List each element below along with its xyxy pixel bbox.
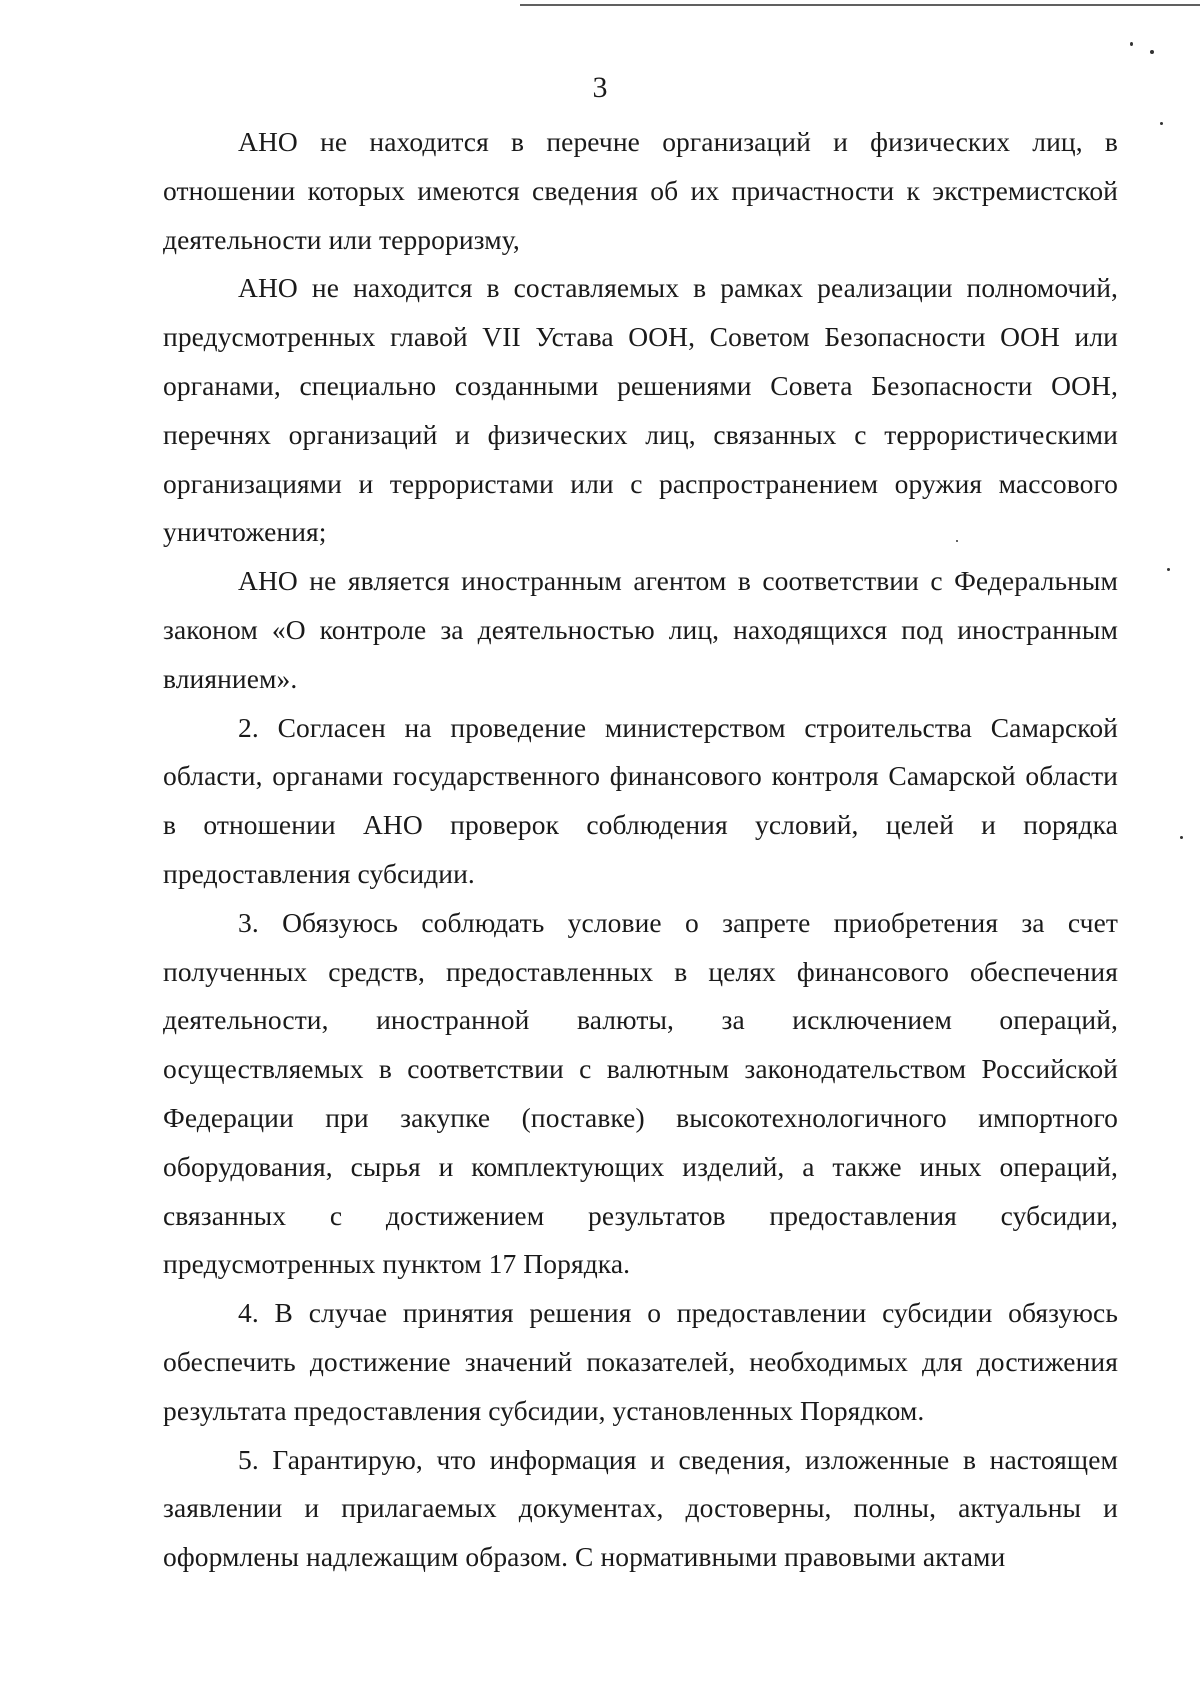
scan-speck bbox=[1167, 568, 1170, 571]
scan-speck bbox=[1130, 42, 1133, 46]
paragraph-3-currency-ban: 3. Обязуюсь соблюдать условие о запрете приобретения за счет полученных средств, предоставленных в целях финансового обеспечения деятельности, иностранной валюты, за исключением операций, осуществляемых в соответствии с валютным законодательством Российской Федерации при закупке (поставке) высокотехнологичного импортного оборудования, сырья и комплектующих изделий, а также иных операций, связанных с достижением результатов предоставления субсидии, предусмотренных пунктом 17 Порядка. bbox=[163, 906, 1118, 1280]
paragraph-2-inspections: 2. Согласен на проведение министерством строительства Самарской области, органами государственного финансового контроля Самарской области в отношении АНО проверок соблюдения условий, целей и порядка предоставления субсидии. bbox=[163, 711, 1118, 889]
page-number: 3 bbox=[592, 71, 608, 104]
scan-speck bbox=[1150, 50, 1154, 54]
document-body bbox=[163, 118, 1118, 1582]
paragraph-ano-un-lists: АНО не находится в составляемых в рамках реализации полномочий, предусмотренных главой VII Устава ООН, Советом Безопасности ООН или органами, специально созданными решениями Совета Безопасности ООН, перечнях организаций и физических лиц, связанных с террористическими организациями и террористами или с распространением оружия массового уничтожения; bbox=[163, 272, 1118, 548]
paragraph-ano-extremism: АНО не находится в перечне организаций и физических лиц, в отношении которых имеются сведения об их причастности к экстремистской деятельности или терроризму, bbox=[163, 126, 1118, 255]
scan-speck bbox=[956, 540, 958, 542]
paragraph-5-guarantee: 5. Гарантирую, что информация и сведения, изложенные в настоящем заявлении и прилагаемых документах, достоверны, полны, актуальны и оформлены надлежащим образом. С нормативными правовыми актами bbox=[163, 1443, 1118, 1573]
scan-speck bbox=[1180, 836, 1183, 839]
paragraph-ano-foreign-agent: АНО не является иностранным агентом в соответствии с Федеральным законом «О контроле за деятельностью лиц, находящихся под иностранным влиянием». bbox=[163, 565, 1118, 694]
scan-edge-line bbox=[520, 4, 1200, 6]
scan-speck bbox=[1160, 122, 1163, 125]
paragraph-4-indicators: 4. В случае принятия решения о предоставлении субсидии обязуюсь обеспечить достижение значений показателей, необходимых для достижения результата предоставления субсидии, установленных Порядком. bbox=[163, 1297, 1118, 1426]
